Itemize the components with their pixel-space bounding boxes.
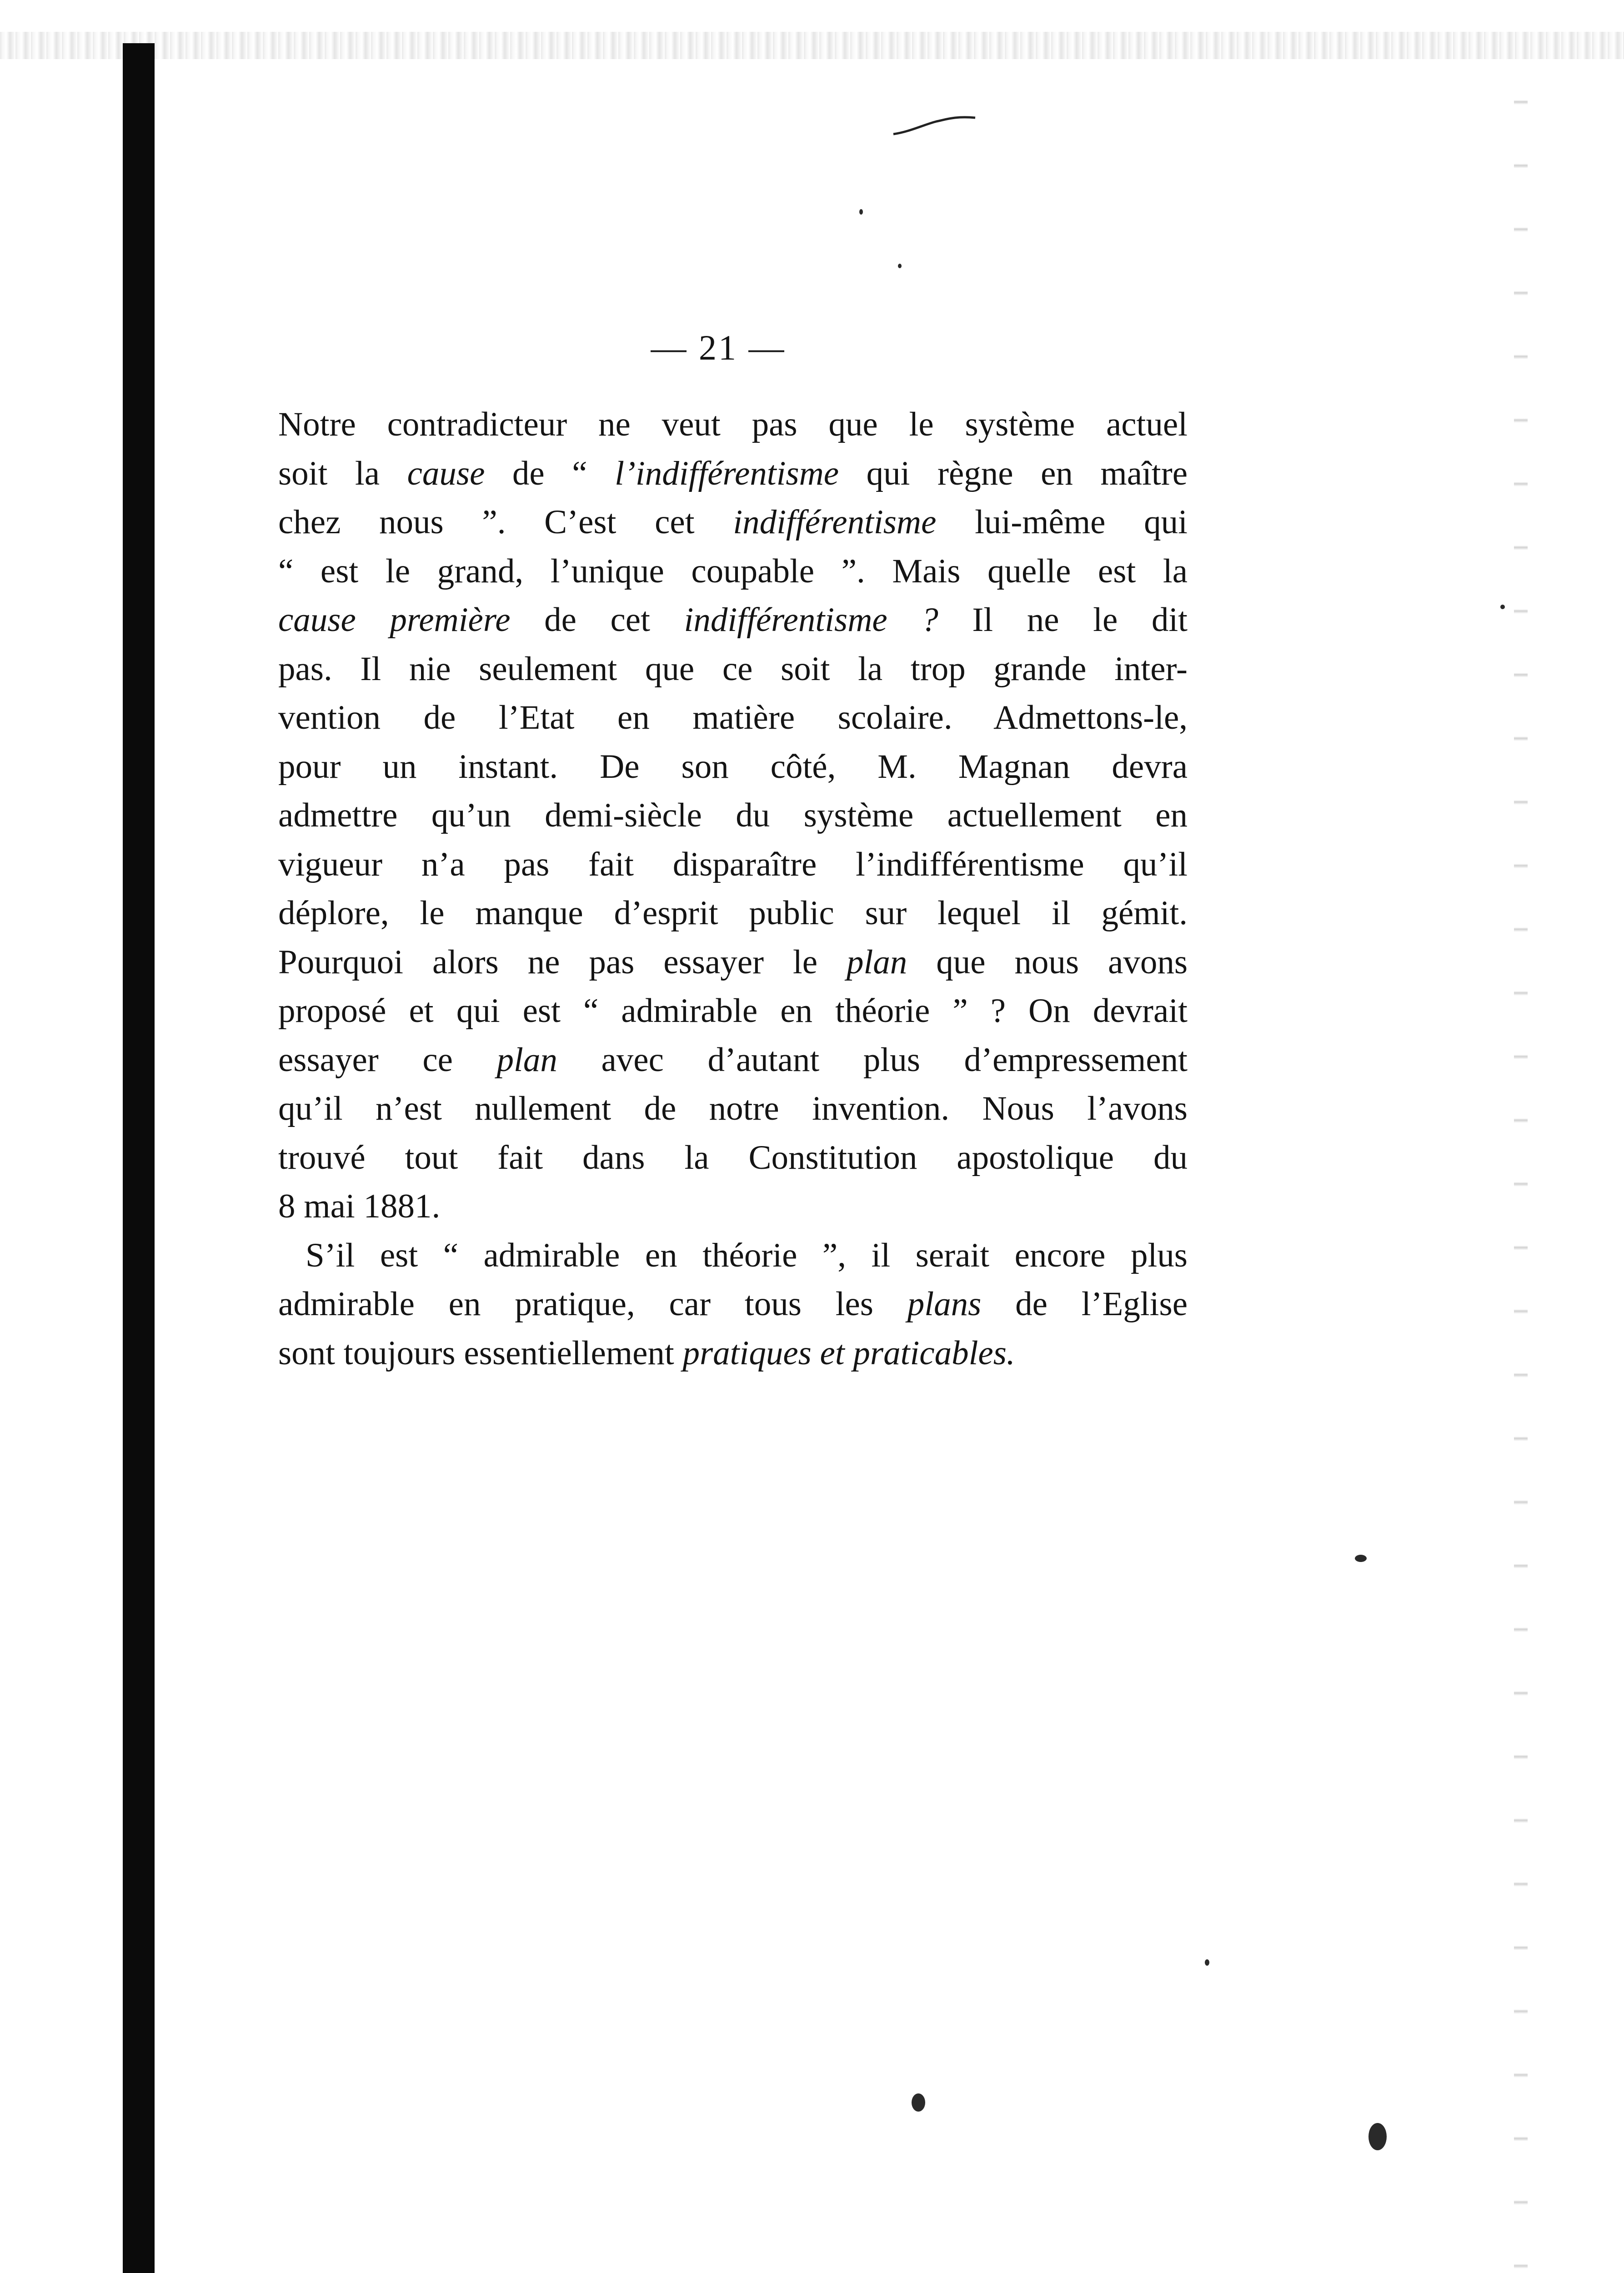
scan-noise-top — [0, 32, 1624, 59]
italic-text: plan — [496, 1041, 557, 1079]
text-line: chez nous ”. C’est cet indifférentisme lui-même qui — [278, 503, 1188, 541]
binding-shadow — [123, 43, 155, 2273]
text-line: cause première de cet indifférentisme ? Il ne le dit — [278, 601, 1188, 639]
text-line: admirable en pratique, car tous les plans de l’Eglise — [278, 1285, 1188, 1323]
text-line: Notre contradicteur ne veut pas que le système actuel — [278, 406, 1188, 443]
scan-noise-right — [1514, 73, 1528, 2273]
italic-text: plans — [907, 1285, 982, 1323]
text-line: sont toujours essentiellement pratiques et praticables. — [278, 1334, 1015, 1372]
speck — [1500, 605, 1505, 609]
speck — [1368, 2123, 1387, 2150]
pen-mark — [891, 111, 977, 139]
text-line: pour un instant. De son côté, M. Magnan devra — [278, 747, 1188, 786]
text-line: déplore, le manque d’esprit public sur lequel il gémit. — [278, 894, 1188, 932]
paragraph — [278, 1231, 1188, 1378]
italic-text: plan — [846, 943, 907, 981]
text-line: Pourquoi alors ne pas essayer le plan que nous avons — [278, 943, 1188, 981]
text-line: 8 mai 1881. — [278, 1187, 441, 1225]
text-line: pas. Il nie seulement que ce soit la trop grande inter- — [278, 650, 1188, 688]
speck — [898, 264, 902, 268]
text-line: vigueur n’a pas fait disparaître l’indifférentisme qu’il — [278, 845, 1188, 883]
text-line: proposé et qui est “ admirable en théorie ” ? On devrait — [278, 992, 1188, 1030]
speck — [859, 209, 863, 215]
text-line: trouvé tout fait dans la Constitution apostolique du — [278, 1138, 1188, 1177]
paragraph — [278, 400, 1188, 1231]
text-line: admettre qu’un demi-siècle du système actuellement en — [278, 796, 1188, 834]
text-line: “ est le grand, l’unique coupable ”. Mais quelle est la — [278, 552, 1188, 590]
body-text — [278, 400, 1188, 1377]
page-number: — 21 — — [651, 328, 786, 367]
text-line: S’il est “ admirable en théorie ”, il serait encore plus — [306, 1236, 1188, 1274]
text-line: qu’il n’est nullement de notre invention. Nous l’avons — [278, 1090, 1188, 1127]
italic-text: pratiques et praticables. — [682, 1334, 1015, 1372]
speck — [912, 2093, 925, 2112]
italic-text: indifférentisme — [733, 503, 937, 541]
speck — [1355, 1555, 1367, 1562]
text-line: vention de l’Etat en matière scolaire. Admettons-le, — [278, 699, 1188, 736]
italic-text: cause première — [278, 601, 511, 639]
italic-text: l’indifférentisme — [615, 454, 839, 492]
text-line: soit la cause de “ l’indifférentisme qui règne en maître — [278, 454, 1188, 492]
italic-text: indifférentisme ? — [684, 601, 938, 639]
speck — [1205, 1959, 1209, 1966]
text-line: essayer ce plan avec d’autant plus d’empressement — [278, 1041, 1188, 1079]
italic-text: cause — [407, 454, 485, 492]
